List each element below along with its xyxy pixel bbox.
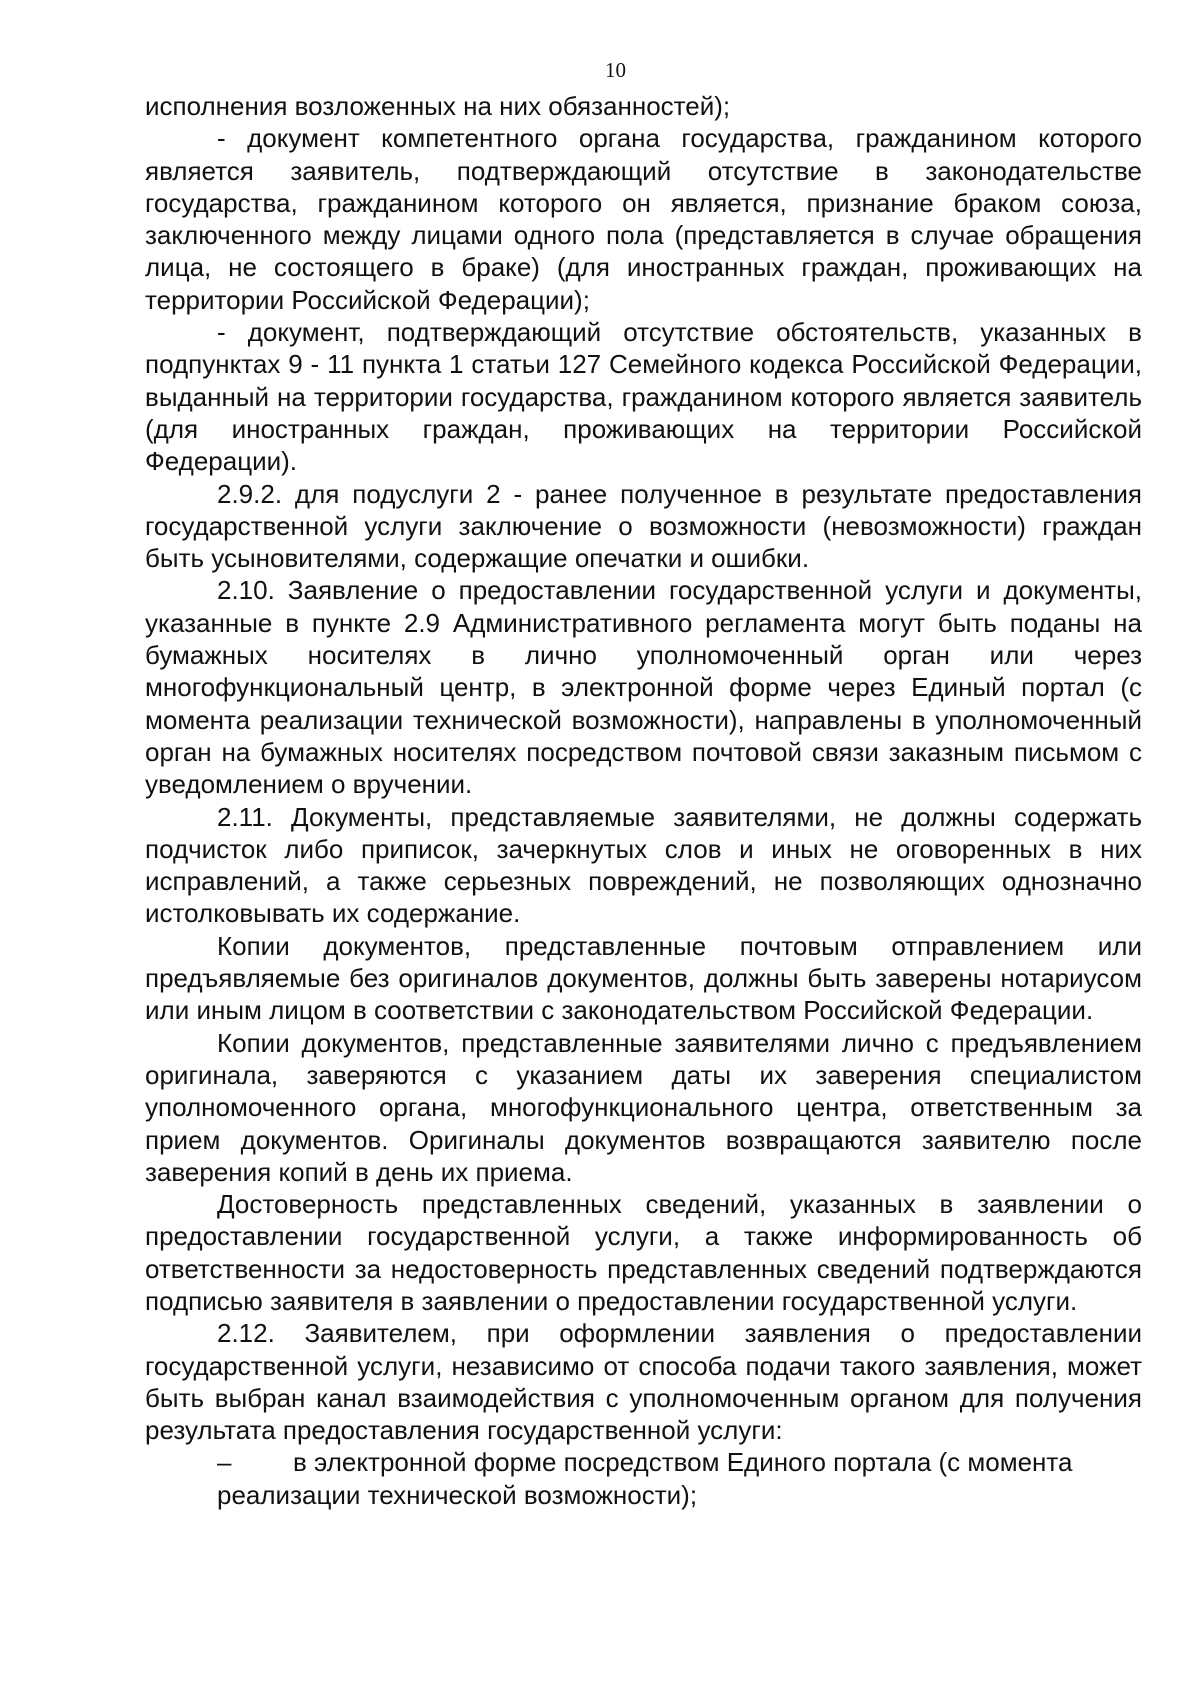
paragraph-copies-mail: Копии документов, представленные почтовым отправлением или предъявляемые без оригиналов документов, должны быть заверены нотариусом или иным лицом в соответствии с законодательством Российской Федерации. (145, 930, 1142, 1026)
page-number: 10 (605, 58, 626, 82)
paragraph-2-10: 2.10. Заявление о предоставлении государственной услуги и документы, указанные в пункте 2.9 Административного регламента могут быть поданы на бумажных носителях в лично уполномоченный орган или через многофункциональный центр, в электронной форме через Единый портал (с момента реализации технической возможности), направлены в уполномоченный орган на бумажных носителях посредством почтовой связи заказным письмом с уведомлением о вручении. (145, 575, 1142, 800)
paragraph-copies-personal: Копии документов, представленные заявителями лично с предъявлением оригинала, заверяются с указанием даты их заверения специалистом уполномоченного органа, многофункционального центра, ответственным за прием документов. Оригиналы документов возвращаются заявителю после заверения копий в день их приема. (145, 1027, 1142, 1187)
paragraph-absence-doc: - документ, подтверждающий отсутствие обстоятельств, указанных в подпунктах 9 - 11 пункта 1 статьи 127 Семейного кодекса Российской Федерации, выданный на территории государства, гражданином которого является заявитель (для иностранных граждан, проживающих на территории Российской Федерации). (145, 317, 1142, 477)
paragraph-2-9-2: 2.9.2. для подуслуги 2 - ранее полученное в результате предоставления государственной услуги заключение о возможности (невозможности) граждан быть усыновителями, содержащие опечатки и ошибки. (145, 478, 1142, 574)
dash-marker: – (217, 1447, 232, 1478)
paragraph-2-11: 2.11. Документы, представляемые заявителями, не должны содержать подчисток либо приписок, зачеркнутых слов и иных не оговоренных в них исправлений, а также серьезных повреждений, не позволяющих однозначно истолковывать их содержание. (145, 801, 1142, 929)
list-item (217, 1446, 1142, 1511)
paragraph-foreign-doc: - документ компетентного органа государства, гражданином которого является заявитель, подтверждающий отсутствие в законодательстве государства, гражданином которого он является, признание браком союза, заключенного между лицами одного пола (представляется в случае обращения лица, не состоящего в браке) (для иностранных граждан, проживающих на территории Российской Федерации); (145, 123, 1142, 315)
list-item-text: в электронной форме посредством Единого портала (с момента реализации технической возможности); (217, 1447, 1073, 1510)
paragraph-continuation: исполнения возложенных на них обязанностей); (145, 91, 731, 121)
paragraph-2-12: 2.12. Заявителем, при оформлении заявления о предоставлении государственной услуги, независимо от способа подачи такого заявления, может быть выбран канал взаимодействия с уполномоченным органом для получения результата предоставления государственной услуги: (145, 1318, 1142, 1446)
paragraph-reliability: Достоверность представленных сведений, указанных в заявлении о предоставлении государственной услуги, а также информированность об ответственности за недостоверность представленных сведений подтверждаются подписью заявителя в заявлении о предоставлении государственной услуги. (145, 1189, 1142, 1316)
